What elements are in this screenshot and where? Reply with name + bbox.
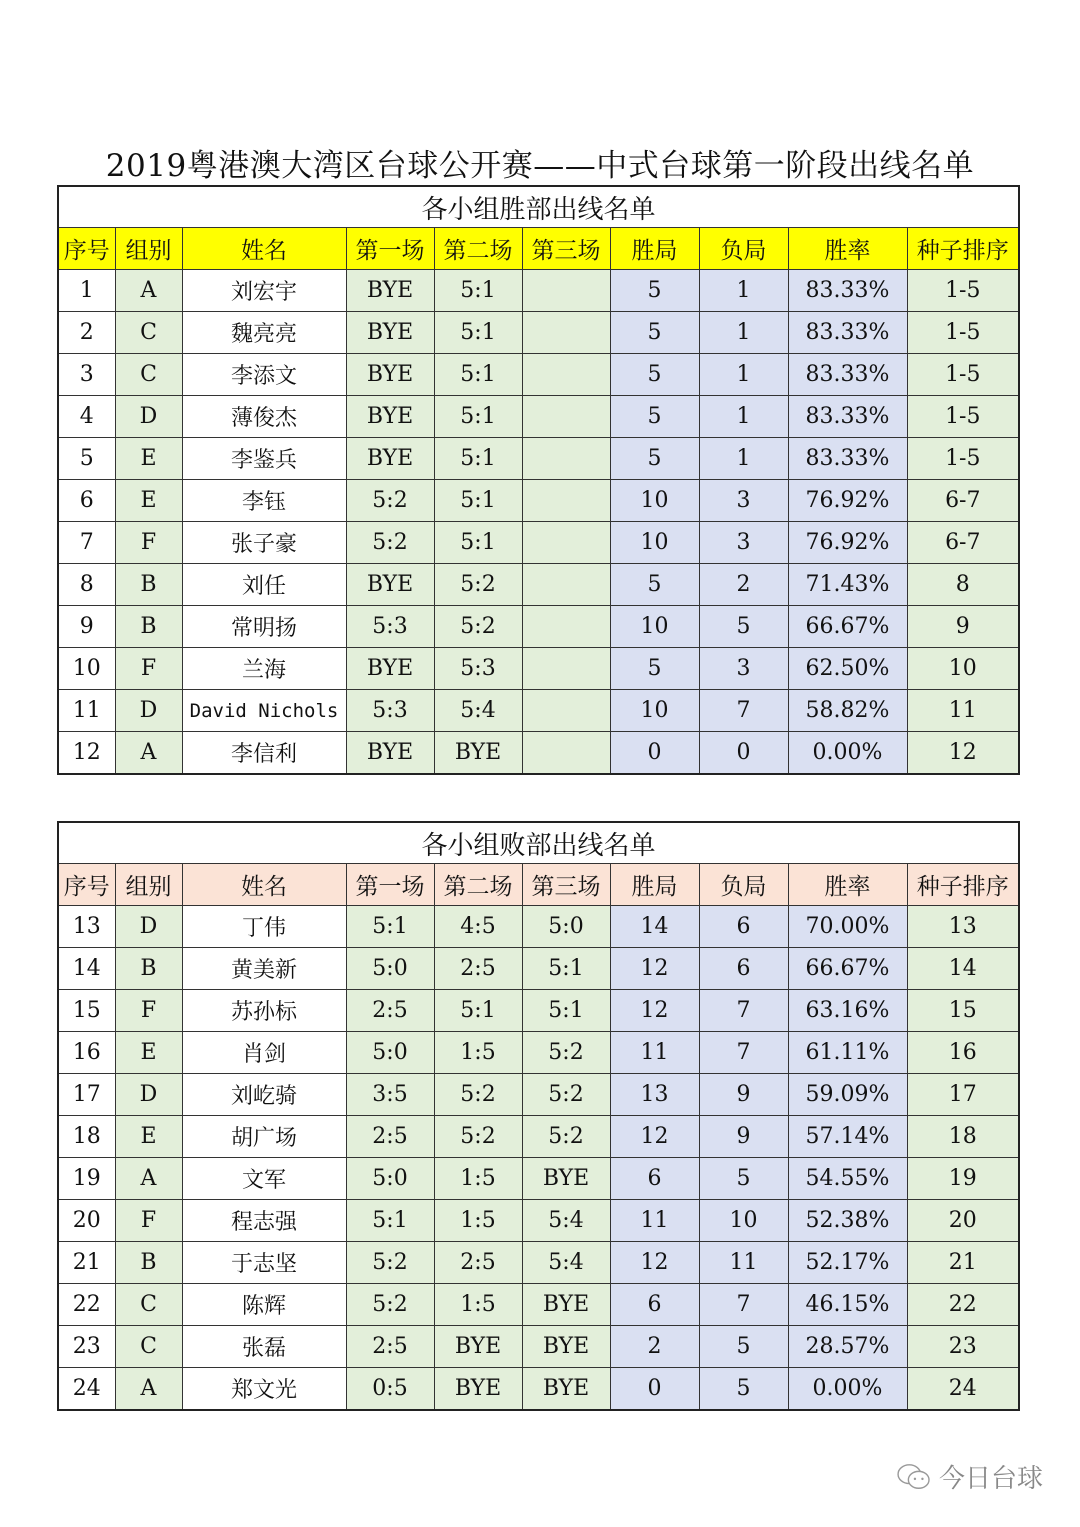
cell-group: D — [115, 396, 182, 438]
cell-win-rate: 57.14% — [788, 1116, 907, 1158]
cell-game1: BYE — [346, 396, 434, 438]
cell-game1: 5:0 — [346, 1158, 434, 1200]
cell-name: David Nichols — [182, 690, 346, 732]
cell-game2: 5:1 — [434, 354, 522, 396]
table-row — [58, 606, 1019, 648]
cell-seed: 24 — [907, 1368, 1019, 1411]
cell-seed: 1-5 — [907, 312, 1019, 354]
table-row — [58, 270, 1019, 312]
cell-game1: 2:5 — [346, 1116, 434, 1158]
cell-frames-won: 5 — [610, 564, 699, 606]
cell-game3 — [522, 690, 610, 732]
cell-frames-won: 12 — [610, 1116, 699, 1158]
cell-game3: BYE — [522, 1326, 610, 1368]
cell-game1: BYE — [346, 312, 434, 354]
cell-win-rate: 76.92% — [788, 480, 907, 522]
cell-group: A — [115, 732, 182, 775]
cell-index: 17 — [58, 1074, 115, 1116]
cell-name: 刘任 — [182, 564, 346, 606]
section-title: 各小组胜部出线名单 — [58, 186, 1019, 228]
cell-seed: 6-7 — [907, 522, 1019, 564]
cell-frames-lost: 7 — [699, 990, 788, 1032]
cell-game3 — [522, 270, 610, 312]
cell-index: 7 — [58, 522, 115, 564]
cell-win-rate: 61.11% — [788, 1032, 907, 1074]
cell-index: 4 — [58, 396, 115, 438]
cell-seed: 16 — [907, 1032, 1019, 1074]
cell-seed: 17 — [907, 1074, 1019, 1116]
cell-game1: BYE — [346, 648, 434, 690]
cell-index: 13 — [58, 906, 115, 948]
cell-game3: 5:1 — [522, 990, 610, 1032]
header-col-frames-lost: 负局 — [699, 228, 788, 270]
cell-game2: 5:2 — [434, 1116, 522, 1158]
cell-frames-won: 14 — [610, 906, 699, 948]
header-row — [58, 228, 1019, 270]
cell-name: 肖剑 — [182, 1032, 346, 1074]
cell-win-rate: 58.82% — [788, 690, 907, 732]
cell-name: 郑文光 — [182, 1368, 346, 1411]
cell-game1: 5:3 — [346, 606, 434, 648]
header-col-frames-won: 胜局 — [610, 864, 699, 906]
cell-group: A — [115, 1368, 182, 1411]
cell-group: B — [115, 1242, 182, 1284]
table-row — [58, 480, 1019, 522]
cell-game1: 2:5 — [346, 990, 434, 1032]
cell-group: C — [115, 354, 182, 396]
cell-game2: 5:2 — [434, 564, 522, 606]
cell-game3 — [522, 312, 610, 354]
cell-index: 19 — [58, 1158, 115, 1200]
cell-game3: 5:4 — [522, 1200, 610, 1242]
cell-game3 — [522, 522, 610, 564]
cell-name: 李添文 — [182, 354, 346, 396]
cell-frames-won: 5 — [610, 270, 699, 312]
cell-seed: 18 — [907, 1116, 1019, 1158]
cell-frames-won: 5 — [610, 648, 699, 690]
cell-win-rate: 28.57% — [788, 1326, 907, 1368]
cell-game2: 1:5 — [434, 1200, 522, 1242]
table-row — [58, 354, 1019, 396]
cell-group: A — [115, 1158, 182, 1200]
cell-game2: 5:1 — [434, 270, 522, 312]
cell-frames-won: 13 — [610, 1074, 699, 1116]
header-col-game2: 第二场 — [434, 228, 522, 270]
cell-frames-lost: 1 — [699, 354, 788, 396]
cell-game2: BYE — [434, 732, 522, 775]
header-col-name: 姓名 — [182, 228, 346, 270]
cell-index: 10 — [58, 648, 115, 690]
cell-game2: BYE — [434, 1368, 522, 1411]
cell-index: 1 — [58, 270, 115, 312]
table-row — [58, 522, 1019, 564]
winners-table — [57, 185, 1020, 775]
cell-game1: 5:1 — [346, 1200, 434, 1242]
cell-frames-won: 11 — [610, 1032, 699, 1074]
cell-win-rate: 70.00% — [788, 906, 907, 948]
cell-game2: 2:5 — [434, 1242, 522, 1284]
cell-seed: 11 — [907, 690, 1019, 732]
cell-frames-lost: 10 — [699, 1200, 788, 1242]
cell-game3 — [522, 564, 610, 606]
table-row — [58, 438, 1019, 480]
header-col-frames-lost: 负局 — [699, 864, 788, 906]
header-col-win-rate: 胜率 — [788, 228, 907, 270]
table-row — [58, 1326, 1019, 1368]
cell-name: 陈辉 — [182, 1284, 346, 1326]
cell-game1: 5:0 — [346, 1032, 434, 1074]
cell-win-rate: 83.33% — [788, 354, 907, 396]
cell-game1: 5:3 — [346, 690, 434, 732]
header-row — [58, 864, 1019, 906]
cell-group: A — [115, 270, 182, 312]
cell-game1: 5:1 — [346, 906, 434, 948]
cell-frames-lost: 9 — [699, 1074, 788, 1116]
cell-group: E — [115, 1032, 182, 1074]
header-col-seed: 种子排序 — [907, 864, 1019, 906]
table-row — [58, 732, 1019, 775]
cell-index: 5 — [58, 438, 115, 480]
cell-win-rate: 46.15% — [788, 1284, 907, 1326]
cell-game2: 2:5 — [434, 948, 522, 990]
cell-game2: 1:5 — [434, 1284, 522, 1326]
cell-win-rate: 62.50% — [788, 648, 907, 690]
cell-frames-won: 12 — [610, 948, 699, 990]
cell-group: C — [115, 1326, 182, 1368]
wechat-icon — [895, 1462, 933, 1492]
cell-game1: 5:2 — [346, 1284, 434, 1326]
cell-frames-lost: 1 — [699, 312, 788, 354]
table-row — [58, 564, 1019, 606]
cell-game1: 5:2 — [346, 522, 434, 564]
cell-seed: 20 — [907, 1200, 1019, 1242]
cell-name: 兰海 — [182, 648, 346, 690]
cell-game2: 5:1 — [434, 396, 522, 438]
header-col-game3: 第三场 — [522, 228, 610, 270]
cell-frames-lost: 6 — [699, 948, 788, 990]
cell-index: 11 — [58, 690, 115, 732]
cell-game3: BYE — [522, 1368, 610, 1411]
cell-game3: 5:1 — [522, 948, 610, 990]
cell-index: 23 — [58, 1326, 115, 1368]
cell-seed: 12 — [907, 732, 1019, 775]
cell-frames-won: 5 — [610, 312, 699, 354]
cell-game1: BYE — [346, 270, 434, 312]
cell-frames-lost: 3 — [699, 480, 788, 522]
header-col-group: 组别 — [115, 228, 182, 270]
cell-index: 16 — [58, 1032, 115, 1074]
cell-game2: 5:2 — [434, 1074, 522, 1116]
cell-group: D — [115, 1074, 182, 1116]
cell-frames-won: 5 — [610, 354, 699, 396]
cell-index: 3 — [58, 354, 115, 396]
cell-game3: 5:2 — [522, 1074, 610, 1116]
cell-frames-lost: 9 — [699, 1116, 788, 1158]
cell-name: 文军 — [182, 1158, 346, 1200]
cell-seed: 13 — [907, 906, 1019, 948]
cell-seed: 22 — [907, 1284, 1019, 1326]
cell-frames-won: 0 — [610, 1368, 699, 1411]
table-row — [58, 948, 1019, 990]
cell-frames-won: 10 — [610, 480, 699, 522]
table-row — [58, 1074, 1019, 1116]
cell-game3: 5:2 — [522, 1032, 610, 1074]
cell-seed: 10 — [907, 648, 1019, 690]
cell-win-rate: 83.33% — [788, 312, 907, 354]
cell-seed: 1-5 — [907, 270, 1019, 312]
cell-frames-lost: 11 — [699, 1242, 788, 1284]
cell-group: B — [115, 948, 182, 990]
cell-group: E — [115, 438, 182, 480]
cell-game3 — [522, 354, 610, 396]
cell-game2: 5:1 — [434, 990, 522, 1032]
cell-name: 于志坚 — [182, 1242, 346, 1284]
cell-frames-won: 5 — [610, 396, 699, 438]
cell-index: 18 — [58, 1116, 115, 1158]
cell-seed: 6-7 — [907, 480, 1019, 522]
cell-seed: 1-5 — [907, 354, 1019, 396]
page-title: 2019粤港澳大湾区台球公开赛——中式台球第一阶段出线名单 — [105, 148, 975, 184]
cell-seed: 9 — [907, 606, 1019, 648]
cell-game3: BYE — [522, 1284, 610, 1326]
cell-frames-lost: 1 — [699, 438, 788, 480]
cell-win-rate: 66.67% — [788, 606, 907, 648]
cell-name: 丁伟 — [182, 906, 346, 948]
cell-game2: BYE — [434, 1326, 522, 1368]
cell-group: C — [115, 1284, 182, 1326]
cell-name: 薄俊杰 — [182, 396, 346, 438]
cell-frames-lost: 2 — [699, 564, 788, 606]
cell-index: 21 — [58, 1242, 115, 1284]
cell-win-rate: 66.67% — [788, 948, 907, 990]
table-row — [58, 1032, 1019, 1074]
cell-frames-won: 0 — [610, 732, 699, 775]
cell-game2: 5:1 — [434, 522, 522, 564]
cell-game2: 5:2 — [434, 606, 522, 648]
cell-game1: 3:5 — [346, 1074, 434, 1116]
cell-frames-won: 6 — [610, 1284, 699, 1326]
header-col-index: 序号 — [58, 228, 115, 270]
cell-frames-lost: 5 — [699, 606, 788, 648]
cell-frames-won: 10 — [610, 606, 699, 648]
cell-name: 胡广场 — [182, 1116, 346, 1158]
cell-group: F — [115, 648, 182, 690]
cell-win-rate: 0.00% — [788, 1368, 907, 1411]
cell-game3: 5:2 — [522, 1116, 610, 1158]
cell-game2: 4:5 — [434, 906, 522, 948]
header-col-frames-won: 胜局 — [610, 228, 699, 270]
cell-win-rate: 59.09% — [788, 1074, 907, 1116]
cell-seed: 8 — [907, 564, 1019, 606]
cell-frames-won: 5 — [610, 438, 699, 480]
cell-game1: BYE — [346, 732, 434, 775]
header-col-group: 组别 — [115, 864, 182, 906]
table-row — [58, 1200, 1019, 1242]
cell-index: 15 — [58, 990, 115, 1032]
cell-frames-lost: 5 — [699, 1368, 788, 1411]
section-title: 各小组败部出线名单 — [58, 822, 1019, 864]
cell-game1: 5:0 — [346, 948, 434, 990]
cell-win-rate: 83.33% — [788, 270, 907, 312]
cell-name: 李信利 — [182, 732, 346, 775]
cell-game3 — [522, 606, 610, 648]
cell-group: D — [115, 690, 182, 732]
cell-index: 24 — [58, 1368, 115, 1411]
cell-frames-lost: 3 — [699, 522, 788, 564]
cell-game3: 5:4 — [522, 1242, 610, 1284]
cell-game2: 1:5 — [434, 1158, 522, 1200]
cell-win-rate: 76.92% — [788, 522, 907, 564]
cell-index: 12 — [58, 732, 115, 775]
table-row — [58, 1242, 1019, 1284]
table-row — [58, 396, 1019, 438]
cell-game3: 5:0 — [522, 906, 610, 948]
cell-group: E — [115, 1116, 182, 1158]
cell-frames-lost: 0 — [699, 732, 788, 775]
cell-win-rate: 71.43% — [788, 564, 907, 606]
table-row — [58, 312, 1019, 354]
cell-frames-won: 2 — [610, 1326, 699, 1368]
cell-game3 — [522, 396, 610, 438]
header-col-win-rate: 胜率 — [788, 864, 907, 906]
cell-name: 常明扬 — [182, 606, 346, 648]
cell-seed: 19 — [907, 1158, 1019, 1200]
cell-name: 张磊 — [182, 1326, 346, 1368]
cell-seed: 21 — [907, 1242, 1019, 1284]
cell-win-rate: 83.33% — [788, 438, 907, 480]
cell-group: F — [115, 522, 182, 564]
cell-index: 14 — [58, 948, 115, 990]
cell-frames-lost: 1 — [699, 396, 788, 438]
cell-name: 程志强 — [182, 1200, 346, 1242]
cell-seed: 23 — [907, 1326, 1019, 1368]
cell-name: 黄美新 — [182, 948, 346, 990]
cell-frames-lost: 5 — [699, 1326, 788, 1368]
cell-name: 刘宏宇 — [182, 270, 346, 312]
table-row — [58, 1368, 1019, 1411]
table-row — [58, 906, 1019, 948]
cell-game1: BYE — [346, 354, 434, 396]
cell-game1: 0:5 — [346, 1368, 434, 1411]
cell-index: 20 — [58, 1200, 115, 1242]
header-col-name: 姓名 — [182, 864, 346, 906]
header-col-game1: 第一场 — [346, 864, 434, 906]
cell-game1: 5:2 — [346, 1242, 434, 1284]
table-row — [58, 690, 1019, 732]
cell-name: 刘屹骑 — [182, 1074, 346, 1116]
cell-group: F — [115, 1200, 182, 1242]
cell-seed: 14 — [907, 948, 1019, 990]
cell-game1: BYE — [346, 438, 434, 480]
losers-table — [57, 821, 1020, 1411]
cell-frames-lost: 6 — [699, 906, 788, 948]
cell-index: 22 — [58, 1284, 115, 1326]
cell-group: F — [115, 990, 182, 1032]
cell-frames-won: 10 — [610, 690, 699, 732]
header-col-game1: 第一场 — [346, 228, 434, 270]
cell-frames-won: 10 — [610, 522, 699, 564]
cell-seed: 1-5 — [907, 438, 1019, 480]
cell-win-rate: 0.00% — [788, 732, 907, 775]
table-row — [58, 990, 1019, 1032]
header-col-game2: 第二场 — [434, 864, 522, 906]
cell-frames-lost: 7 — [699, 690, 788, 732]
cell-group: D — [115, 906, 182, 948]
cell-game3 — [522, 648, 610, 690]
cell-frames-lost: 5 — [699, 1158, 788, 1200]
cell-game2: 5:1 — [434, 312, 522, 354]
header-col-game3: 第三场 — [522, 864, 610, 906]
cell-win-rate: 83.33% — [788, 396, 907, 438]
watermark — [895, 1458, 1043, 1495]
cell-name: 苏孙标 — [182, 990, 346, 1032]
cell-seed: 15 — [907, 990, 1019, 1032]
cell-game1: BYE — [346, 564, 434, 606]
cell-frames-lost: 7 — [699, 1032, 788, 1074]
cell-game1: 5:2 — [346, 480, 434, 522]
cell-frames-lost: 1 — [699, 270, 788, 312]
cell-name: 李钰 — [182, 480, 346, 522]
cell-game3 — [522, 480, 610, 522]
watermark-text: 今日台球 — [939, 1464, 1044, 1494]
cell-win-rate: 54.55% — [788, 1158, 907, 1200]
cell-name: 张子豪 — [182, 522, 346, 564]
cell-game1: 2:5 — [346, 1326, 434, 1368]
cell-name: 魏亮亮 — [182, 312, 346, 354]
cell-name: 李鉴兵 — [182, 438, 346, 480]
cell-game2: 5:1 — [434, 438, 522, 480]
cell-game3: BYE — [522, 1158, 610, 1200]
cell-group: C — [115, 312, 182, 354]
header-col-index: 序号 — [58, 864, 115, 906]
cell-index: 2 — [58, 312, 115, 354]
cell-frames-won: 12 — [610, 990, 699, 1032]
cell-game2: 5:4 — [434, 690, 522, 732]
table-row — [58, 648, 1019, 690]
cell-frames-lost: 7 — [699, 1284, 788, 1326]
cell-index: 6 — [58, 480, 115, 522]
cell-seed: 1-5 — [907, 396, 1019, 438]
cell-frames-won: 12 — [610, 1242, 699, 1284]
cell-win-rate: 52.17% — [788, 1242, 907, 1284]
cell-group: B — [115, 606, 182, 648]
cell-index: 9 — [58, 606, 115, 648]
cell-group: B — [115, 564, 182, 606]
cell-game2: 5:1 — [434, 480, 522, 522]
cell-game2: 1:5 — [434, 1032, 522, 1074]
cell-game3 — [522, 732, 610, 775]
table-row — [58, 1158, 1019, 1200]
cell-game3 — [522, 438, 610, 480]
cell-win-rate: 63.16% — [788, 990, 907, 1032]
cell-group: E — [115, 480, 182, 522]
table-row — [58, 1284, 1019, 1326]
header-col-seed: 种子排序 — [907, 228, 1019, 270]
cell-win-rate: 52.38% — [788, 1200, 907, 1242]
table-row — [58, 1116, 1019, 1158]
cell-index: 8 — [58, 564, 115, 606]
cell-game2: 5:3 — [434, 648, 522, 690]
cell-frames-won: 11 — [610, 1200, 699, 1242]
cell-frames-won: 6 — [610, 1158, 699, 1200]
cell-frames-lost: 3 — [699, 648, 788, 690]
